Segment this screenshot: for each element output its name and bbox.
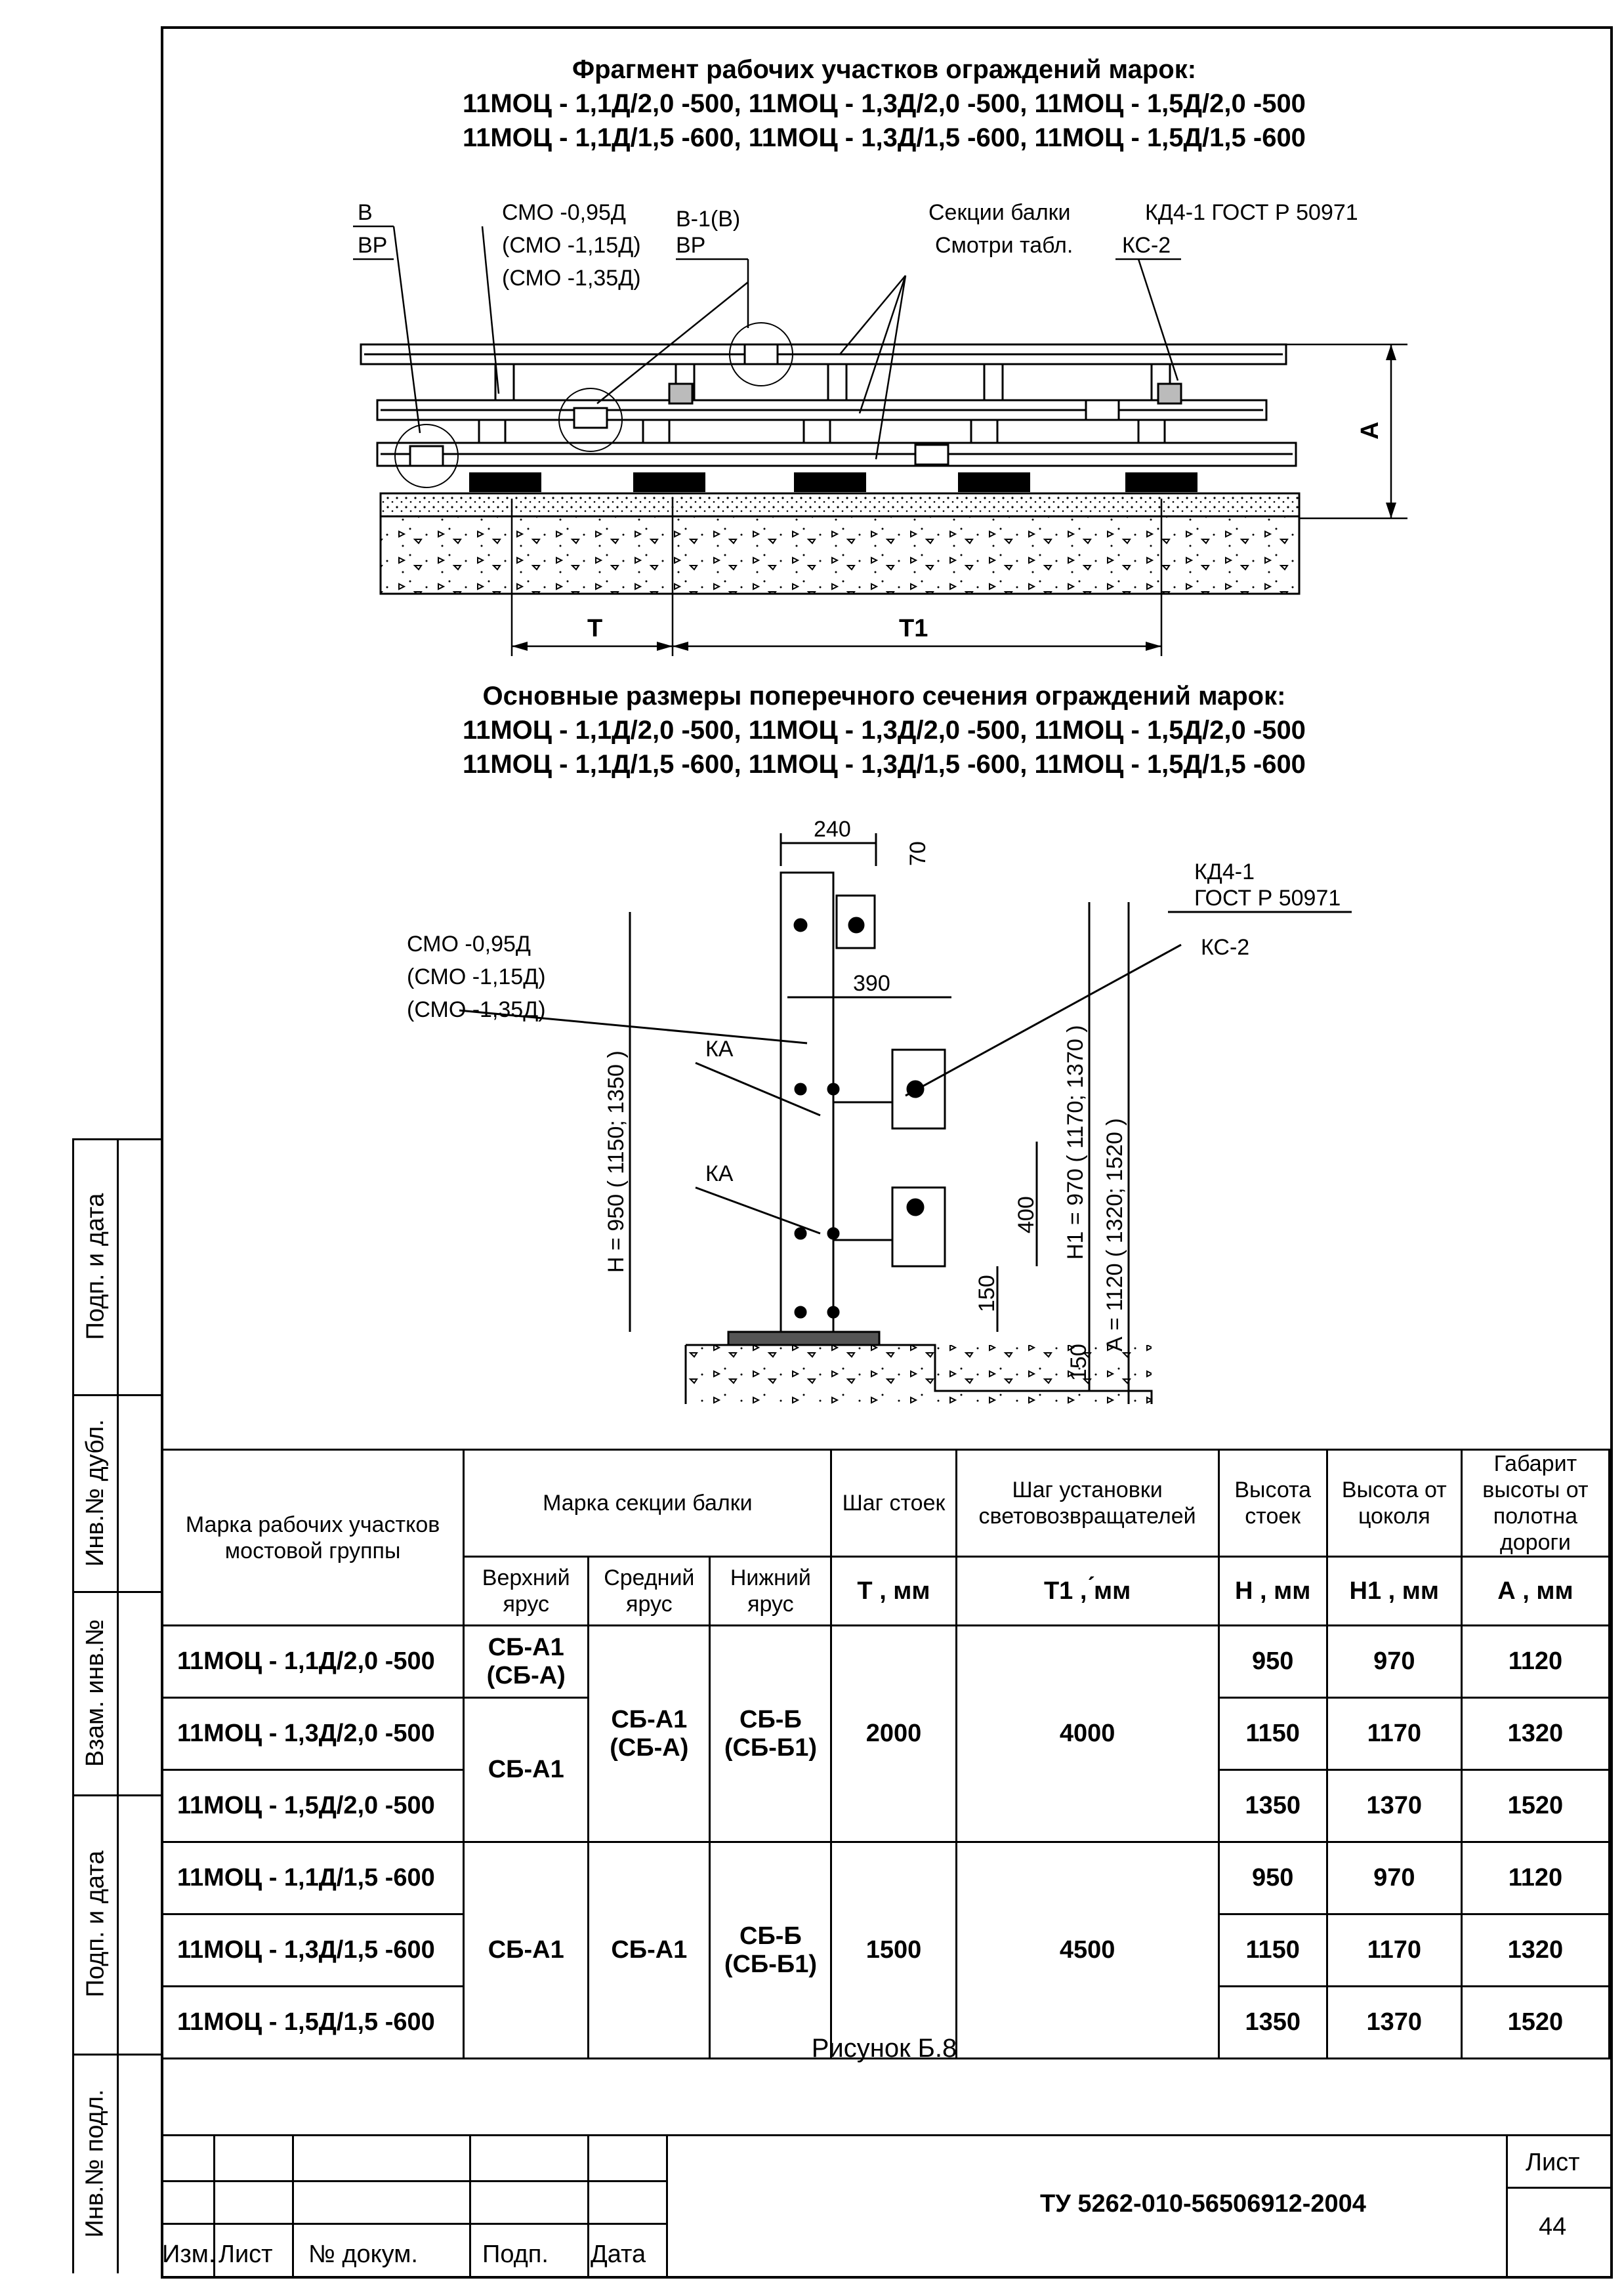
cell-middle: СБ-А1 xyxy=(589,1842,710,2059)
header-gab: Габарит высоты от полотна дороги xyxy=(1461,1450,1609,1557)
dim-a: А xyxy=(1356,421,1384,440)
cell-h1: 1170 xyxy=(1327,1698,1461,1770)
cell-bottom: СБ-Б (СБ-Б1) xyxy=(710,1626,831,1842)
cell-h: 1350 xyxy=(1218,1987,1327,2059)
section-title xyxy=(161,679,1608,781)
header-gab-unit: А , мм xyxy=(1461,1557,1609,1626)
header-h1-unit: Н1 , мм xyxy=(1327,1557,1461,1626)
cell-h: 1150 xyxy=(1218,1914,1327,1987)
dim-240: 240 xyxy=(814,817,851,842)
sheet-number: 44 xyxy=(1539,2213,1567,2241)
side-label-vzam: Взам. инв.№ xyxy=(81,1619,109,1767)
cell-bottom: СБ-Б (СБ-Б1) xyxy=(710,1842,831,2059)
label-ka-2: КА xyxy=(705,1161,734,1186)
cell-h1: 970 xyxy=(1327,1626,1461,1698)
base-plates xyxy=(469,472,1197,492)
header-refl: Шаг установки световозвращателей xyxy=(956,1450,1218,1557)
cell-top: СБ-А1 xyxy=(464,1842,589,2059)
cell-mark: 11МОЦ - 1,3Д/1,5 -600 xyxy=(162,1914,464,1987)
label-v1: В-1(В) xyxy=(676,207,741,232)
cell-a: 1320 xyxy=(1461,1914,1609,1987)
title-block xyxy=(161,2134,1610,2276)
stamp-data: Дата xyxy=(591,2241,646,2268)
header-refl-unit: Т1 , ́мм xyxy=(956,1557,1218,1626)
cell-h1: 1170 xyxy=(1327,1914,1461,1987)
dim-t: Т xyxy=(587,615,603,642)
label-ks: КС-2 xyxy=(1201,935,1250,960)
stamp-izm: Изм. xyxy=(162,2241,216,2268)
dim-t1: Т1 xyxy=(899,615,928,642)
label-kd: КД4-1 ГОСТ Р 50971 xyxy=(1145,200,1358,225)
side-label-inv-podl: Инв.№ подл. xyxy=(81,2089,109,2238)
cell-top: СБ-А1 xyxy=(464,1698,589,1842)
label-vr-2: ВР xyxy=(676,233,706,258)
cell-mark: 11МОЦ - 1,1Д/2,0 -500 xyxy=(162,1626,464,1698)
cell-mark: 11МОЦ - 1,3Д/2,0 -500 xyxy=(162,1698,464,1770)
stamp-list: Лист xyxy=(219,2241,273,2268)
label-see-table: Смотри табл. xyxy=(935,233,1073,258)
cell-refl: 4500 xyxy=(956,1842,1218,2059)
cell-step: 2000 xyxy=(831,1626,956,1842)
label-vr: ВР xyxy=(358,233,388,258)
posts xyxy=(479,364,1170,443)
joint-bolts xyxy=(410,344,1181,466)
fragment-title-line3: 11МОЦ - 1,1Д/1,5 -600, 11МОЦ - 1,3Д/1,5 -600, 11МОЦ - 1,5Д/1,5 -600 xyxy=(463,123,1306,152)
label-ka-1: КА xyxy=(705,1037,734,1062)
cell-middle: СБ-А1 (СБ-А) xyxy=(589,1626,710,1842)
dim-150-a: 150 xyxy=(974,1275,999,1312)
cell-mark: 11МОЦ - 1,1Д/1,5 -600 xyxy=(162,1842,464,1914)
cell-h: 950 xyxy=(1218,1842,1327,1914)
label-smo: СМО -0,95Д xyxy=(502,200,626,225)
plan-drawing xyxy=(0,0,1624,669)
section-title-line3: 11МОЦ - 1,1Д/1,5 -600, 11МОЦ - 1,3Д/1,5 -600, 11МОЦ - 1,5Д/1,5 -600 xyxy=(463,750,1306,779)
cell-a: 1120 xyxy=(1461,1842,1609,1914)
joint-circles xyxy=(395,323,793,487)
cell-h: 1350 xyxy=(1218,1770,1327,1842)
side-label-podp2: Подп. и дата xyxy=(81,1850,109,1998)
header-section-mark: Марка секции балки xyxy=(464,1450,831,1557)
side-label-podp1: Подп. и дата xyxy=(81,1193,109,1340)
dim-400: 400 xyxy=(1014,1196,1039,1233)
marks-table xyxy=(161,1449,1610,2059)
header-height: Высота стоек xyxy=(1218,1450,1327,1557)
label-v: В xyxy=(358,200,373,225)
label-smo-3: (СМО -1,35Д) xyxy=(502,266,641,291)
cell-a: 1520 xyxy=(1461,1770,1609,1842)
header-step: Шаг стоек xyxy=(831,1450,956,1557)
dim-390: 390 xyxy=(853,971,890,996)
fragment-title-line1: Фрагмент рабочих участков ограждений марок: xyxy=(572,55,1197,84)
table-row xyxy=(162,1842,1610,1914)
cell-refl: 4000 xyxy=(956,1626,1218,1842)
dim-70: 70 xyxy=(906,841,930,866)
fragment-title-line2: 11МОЦ - 1,1Д/2,0 -500, 11МОЦ - 1,3Д/2,0 -500, 11МОЦ - 1,5Д/2,0 -500 xyxy=(463,89,1306,118)
dim-150-b: 150 xyxy=(1066,1344,1091,1381)
label-ks: КС-2 xyxy=(1122,233,1171,258)
cell-h1: 1370 xyxy=(1327,1770,1461,1842)
label-kd-1: КД4-1 xyxy=(1194,859,1255,884)
stamp-doc: № докум. xyxy=(308,2241,418,2268)
label-kd-2: ГОСТ Р 50971 xyxy=(1194,886,1341,911)
leader-lines xyxy=(353,226,1181,459)
beam-sections xyxy=(361,344,1296,466)
cell-a: 1320 xyxy=(1461,1698,1609,1770)
dim-h: Н = 950 ( 1150; 1350 ) xyxy=(604,1050,629,1273)
side-label-inv-dubl: Инв.№ дубл. xyxy=(81,1418,110,1567)
header-bottom: Нижний ярус xyxy=(710,1557,831,1626)
header-mark: Марка рабочих участков мостовой группы xyxy=(162,1450,464,1626)
cell-a: 1120 xyxy=(1461,1626,1609,1698)
cell-mark: 11МОЦ - 1,5Д/2,0 -500 xyxy=(162,1770,464,1842)
header-top: Верхний ярус xyxy=(464,1557,589,1626)
header-height-unit: Н , мм xyxy=(1218,1557,1327,1626)
label-smo-3: (СМО -1,35Д) xyxy=(407,997,546,1022)
header-step-unit: Т , мм xyxy=(831,1557,956,1626)
dim-a: А = 1120 ( 1320; 1520 ) xyxy=(1102,1118,1127,1352)
label-sections: Секции балки xyxy=(928,200,1071,225)
section-title-line2: 11МОЦ - 1,1Д/2,0 -500, 11МОЦ - 1,3Д/2,0 -500, 11МОЦ - 1,5Д/2,0 -500 xyxy=(463,716,1306,745)
sheet-label: Лист xyxy=(1526,2149,1580,2176)
section-title-line1: Основные размеры поперечного сечения ограждений марок: xyxy=(482,682,1286,711)
cell-h: 950 xyxy=(1218,1626,1327,1698)
header-h1: Высота от цоколя xyxy=(1327,1450,1461,1557)
cell-a: 1520 xyxy=(1461,1987,1609,2059)
table-row xyxy=(162,1626,1610,1698)
cell-mark: 11МОЦ - 1,5Д/1,5 -600 xyxy=(162,1987,464,2059)
cell-step: 1500 xyxy=(831,1842,956,2059)
section-drawing xyxy=(0,814,1624,1404)
label-smo: СМО -0,95Д xyxy=(407,932,531,957)
dim-h1: Н1 = 970 ( 1170; 1370 ) xyxy=(1063,1025,1088,1260)
header-middle: Средний ярус xyxy=(589,1557,710,1626)
label-smo-2: (СМО -1,15Д) xyxy=(502,233,641,258)
document-code: ТУ 5262-010-56506912-2004 xyxy=(1040,2190,1366,2218)
stamp-podp: Подп. xyxy=(482,2241,549,2268)
cell-h: 1150 xyxy=(1218,1698,1327,1770)
figure-caption: Рисунок Б.8 xyxy=(811,2034,957,2063)
cell-h1: 1370 xyxy=(1327,1987,1461,2059)
label-smo-2: (СМО -1,15Д) xyxy=(407,964,546,989)
cell-h1: 970 xyxy=(1327,1842,1461,1914)
cell-top: СБ-А1 (СБ-А) xyxy=(464,1626,589,1698)
